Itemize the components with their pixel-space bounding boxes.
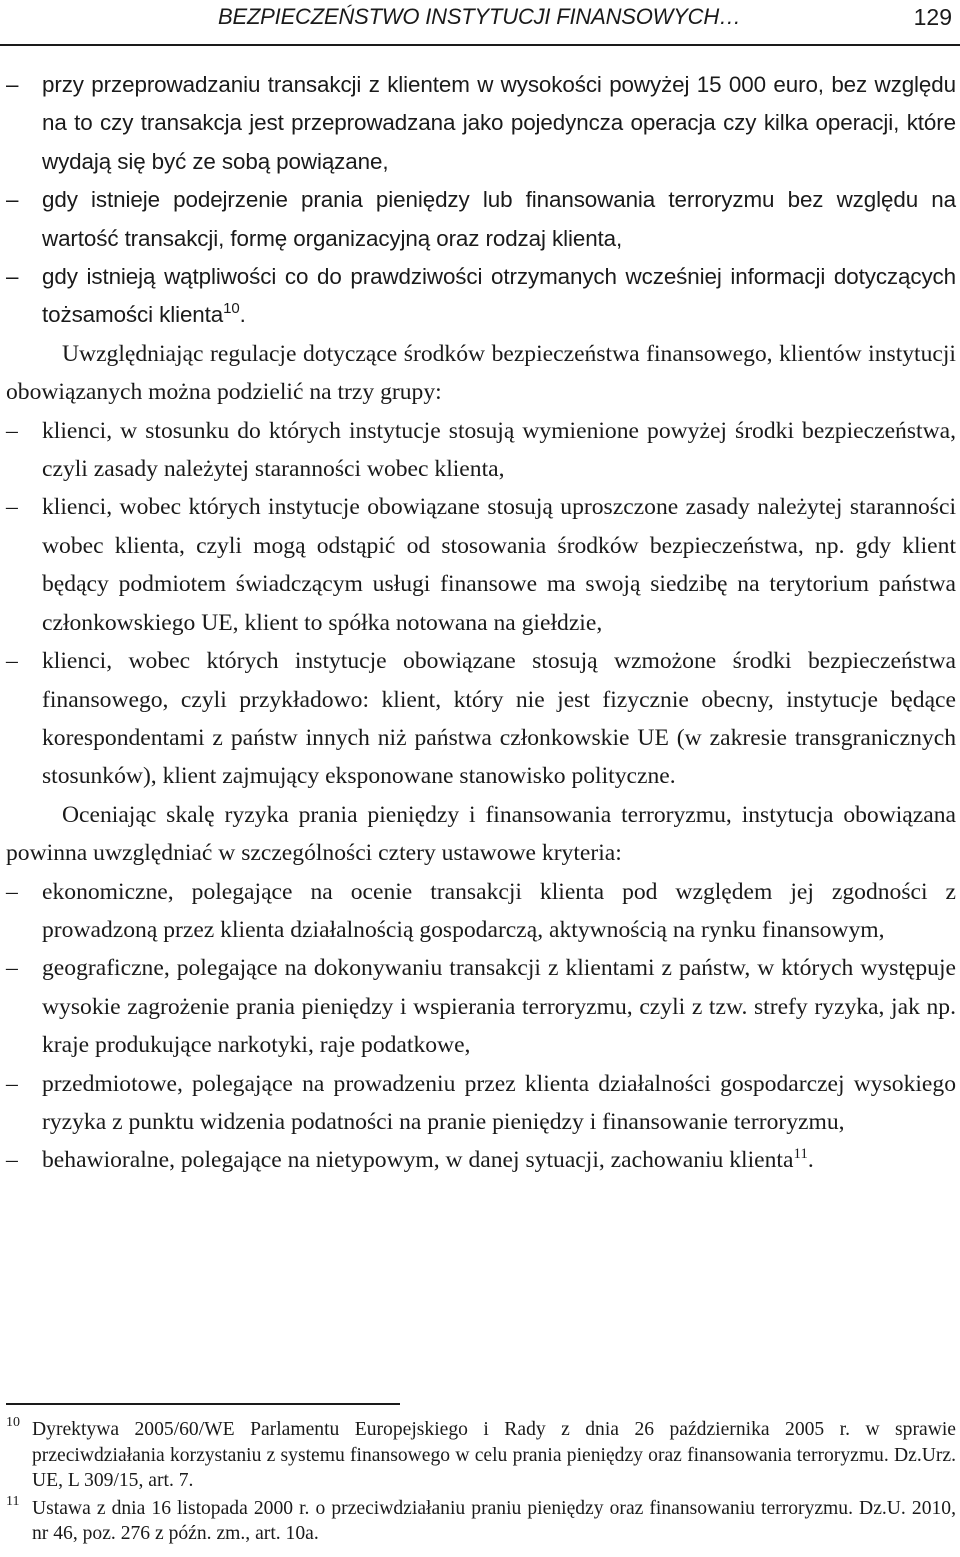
dash-bullet: – [6,264,19,290]
footnote-ref: 11 [793,1146,808,1163]
list-item-text: behawioralne, polegające na nietypowym, w danej sytuacji, zachowaniu klienta [42,1147,794,1174]
paragraph: Uwzględniając regulacje dotyczące środków bezpieczeństwa finansowego, klientów instytucji obowiązanych można podzielić na trzy grupy: [6,340,956,406]
dash-bullet: – [6,417,18,444]
list-item [6,412,956,489]
footnote-text: Dyrektywa 2005/60/WE Parlamentu Europejskiego i Rady z dnia 26 października 2005 r. w sprawie przeciwdziałania korzystaniu z systemu finansowego w celu prania pieniędzy oraz finansowania terroryzmu. Dz.Urz. UE, L 309/15, art. 7. [32,1419,956,1491]
dash-bullet: – [6,72,19,97]
list-item-text: przy przeprowadzaniu transakcji z klientem w wysokości powyżej 15 000 euro, bez względu na to czy transakcja jest przeprowadzana jako pojedyncza operacja czy kilka operacji, które wydają się być ze sobą powiązane, [42,72,956,174]
paragraph: Oceniając skalę ryzyka prania pieniędzy i finansowania terroryzmu, instytucja obowiązana powinna uwzględniać w szczególności cztery ustawowe kryteria: [6,801,956,867]
list-item-text: gdy istnieje podejrzenie prania pieniędzy lub finansowania terroryzmu bez względu na wartość transakcji, formę organizacyjną oraz rodzaj klienta, [42,187,956,251]
dash-bullet: – [6,648,18,675]
list-item [6,181,956,258]
dash-bullet: – [6,878,18,905]
footnote-text: Ustawa z dnia 16 listopada 2000 r. o przeciwdziałaniu praniu pieniędzy oraz finansowaniu terroryzmu. Dz.U. 2010, nr 46, poz. 276 z późn. zm., art. 10a. [32,1497,956,1544]
page-number: 129 [913,4,952,30]
running-title: BEZPIECZEŃSTWO INSTYTUCJI FINANSOWYCH… [218,4,741,29]
list-item-text: klienci, wobec których instytucje obowiązane stosują uproszczone zasady należytej staranności wobec klienta, czyli mogą odstąpić od stosowania środków bezpieczeństwa, np. gdy klient będący podmiotem świadczącym usługi finansowe ma swoją siedzibę na terytorium państwa członkowskiego UE, klient to spółka notowana na giełdzie, [42,494,956,636]
dash-bullet: – [6,494,18,521]
list-item-text: gdy istnieją wątpliwości co do prawdziwości otrzymanych wcześniej informacji dotyczących tożsamości klienta [42,264,956,328]
footnote-separator [6,1403,400,1405]
list-item-text: klienci, w stosunku do których instytucje stosują wymienione powyżej środki bezpieczeństwa, czyli zasady należytej staranności wobec klienta, [42,417,956,483]
list-item [6,258,956,335]
running-header [0,0,960,46]
list-item-tail: . [239,302,246,328]
dash-bullet: – [6,1070,18,1097]
body-text [6,66,956,1180]
list-item [6,642,956,796]
footnote-number: 11 [6,1493,20,1509]
footnote [6,1417,956,1494]
footnote-number: 10 [6,1415,20,1430]
dash-bullet: – [6,187,19,213]
list-item [6,488,956,642]
list-item-text: ekonomiczne, polegające na ocenie transakcji klienta pod względem jej zgodności z prowadzoną przez klienta działalnością gospodarczą, aktywnością na rynku finansowym, [42,878,956,943]
list-item [6,66,956,181]
list-item-text: klienci, wobec których instytucje obowiązane stosują wzmożone środki bezpieczeństwa finansowego, czyli przykładowo: klient, który nie jest fizycznie obecny, instytucje będące korespondentami z państw innych niż państwa członkowskie UE (w zakresie transgranicznych stosunków), klient zajmujący eksponowane stanowisko polityczne. [42,648,956,790]
list-item [6,1141,956,1179]
dash-bullet: – [6,1147,18,1174]
list-item-text: przedmiotowe, polegające na prowadzeniu przez klienta działalności gospodarczej wysokiego ryzyka z punktu widzenia podatności na pranie pieniędzy i finansowanie terroryzmu, [42,1070,956,1135]
dash-bullet: – [6,955,18,982]
list-item [6,949,956,1064]
list-item [6,1065,956,1142]
footnotes [6,1417,956,1549]
list-item-tail: . [807,1147,814,1174]
list-item [6,873,956,950]
list-item-text: geograficzne, polegające na dokonywaniu transakcji z klientami z państw, w których występuje wysokie zagrożenie prania pieniędzy i wspierania terroryzmu, czyli z tzw. strefy ryzyka, jak np. kraje produkujące narkotyki, raje podatkowe, [42,955,956,1059]
footnote-ref: 10 [223,300,240,318]
footnote [6,1493,956,1547]
